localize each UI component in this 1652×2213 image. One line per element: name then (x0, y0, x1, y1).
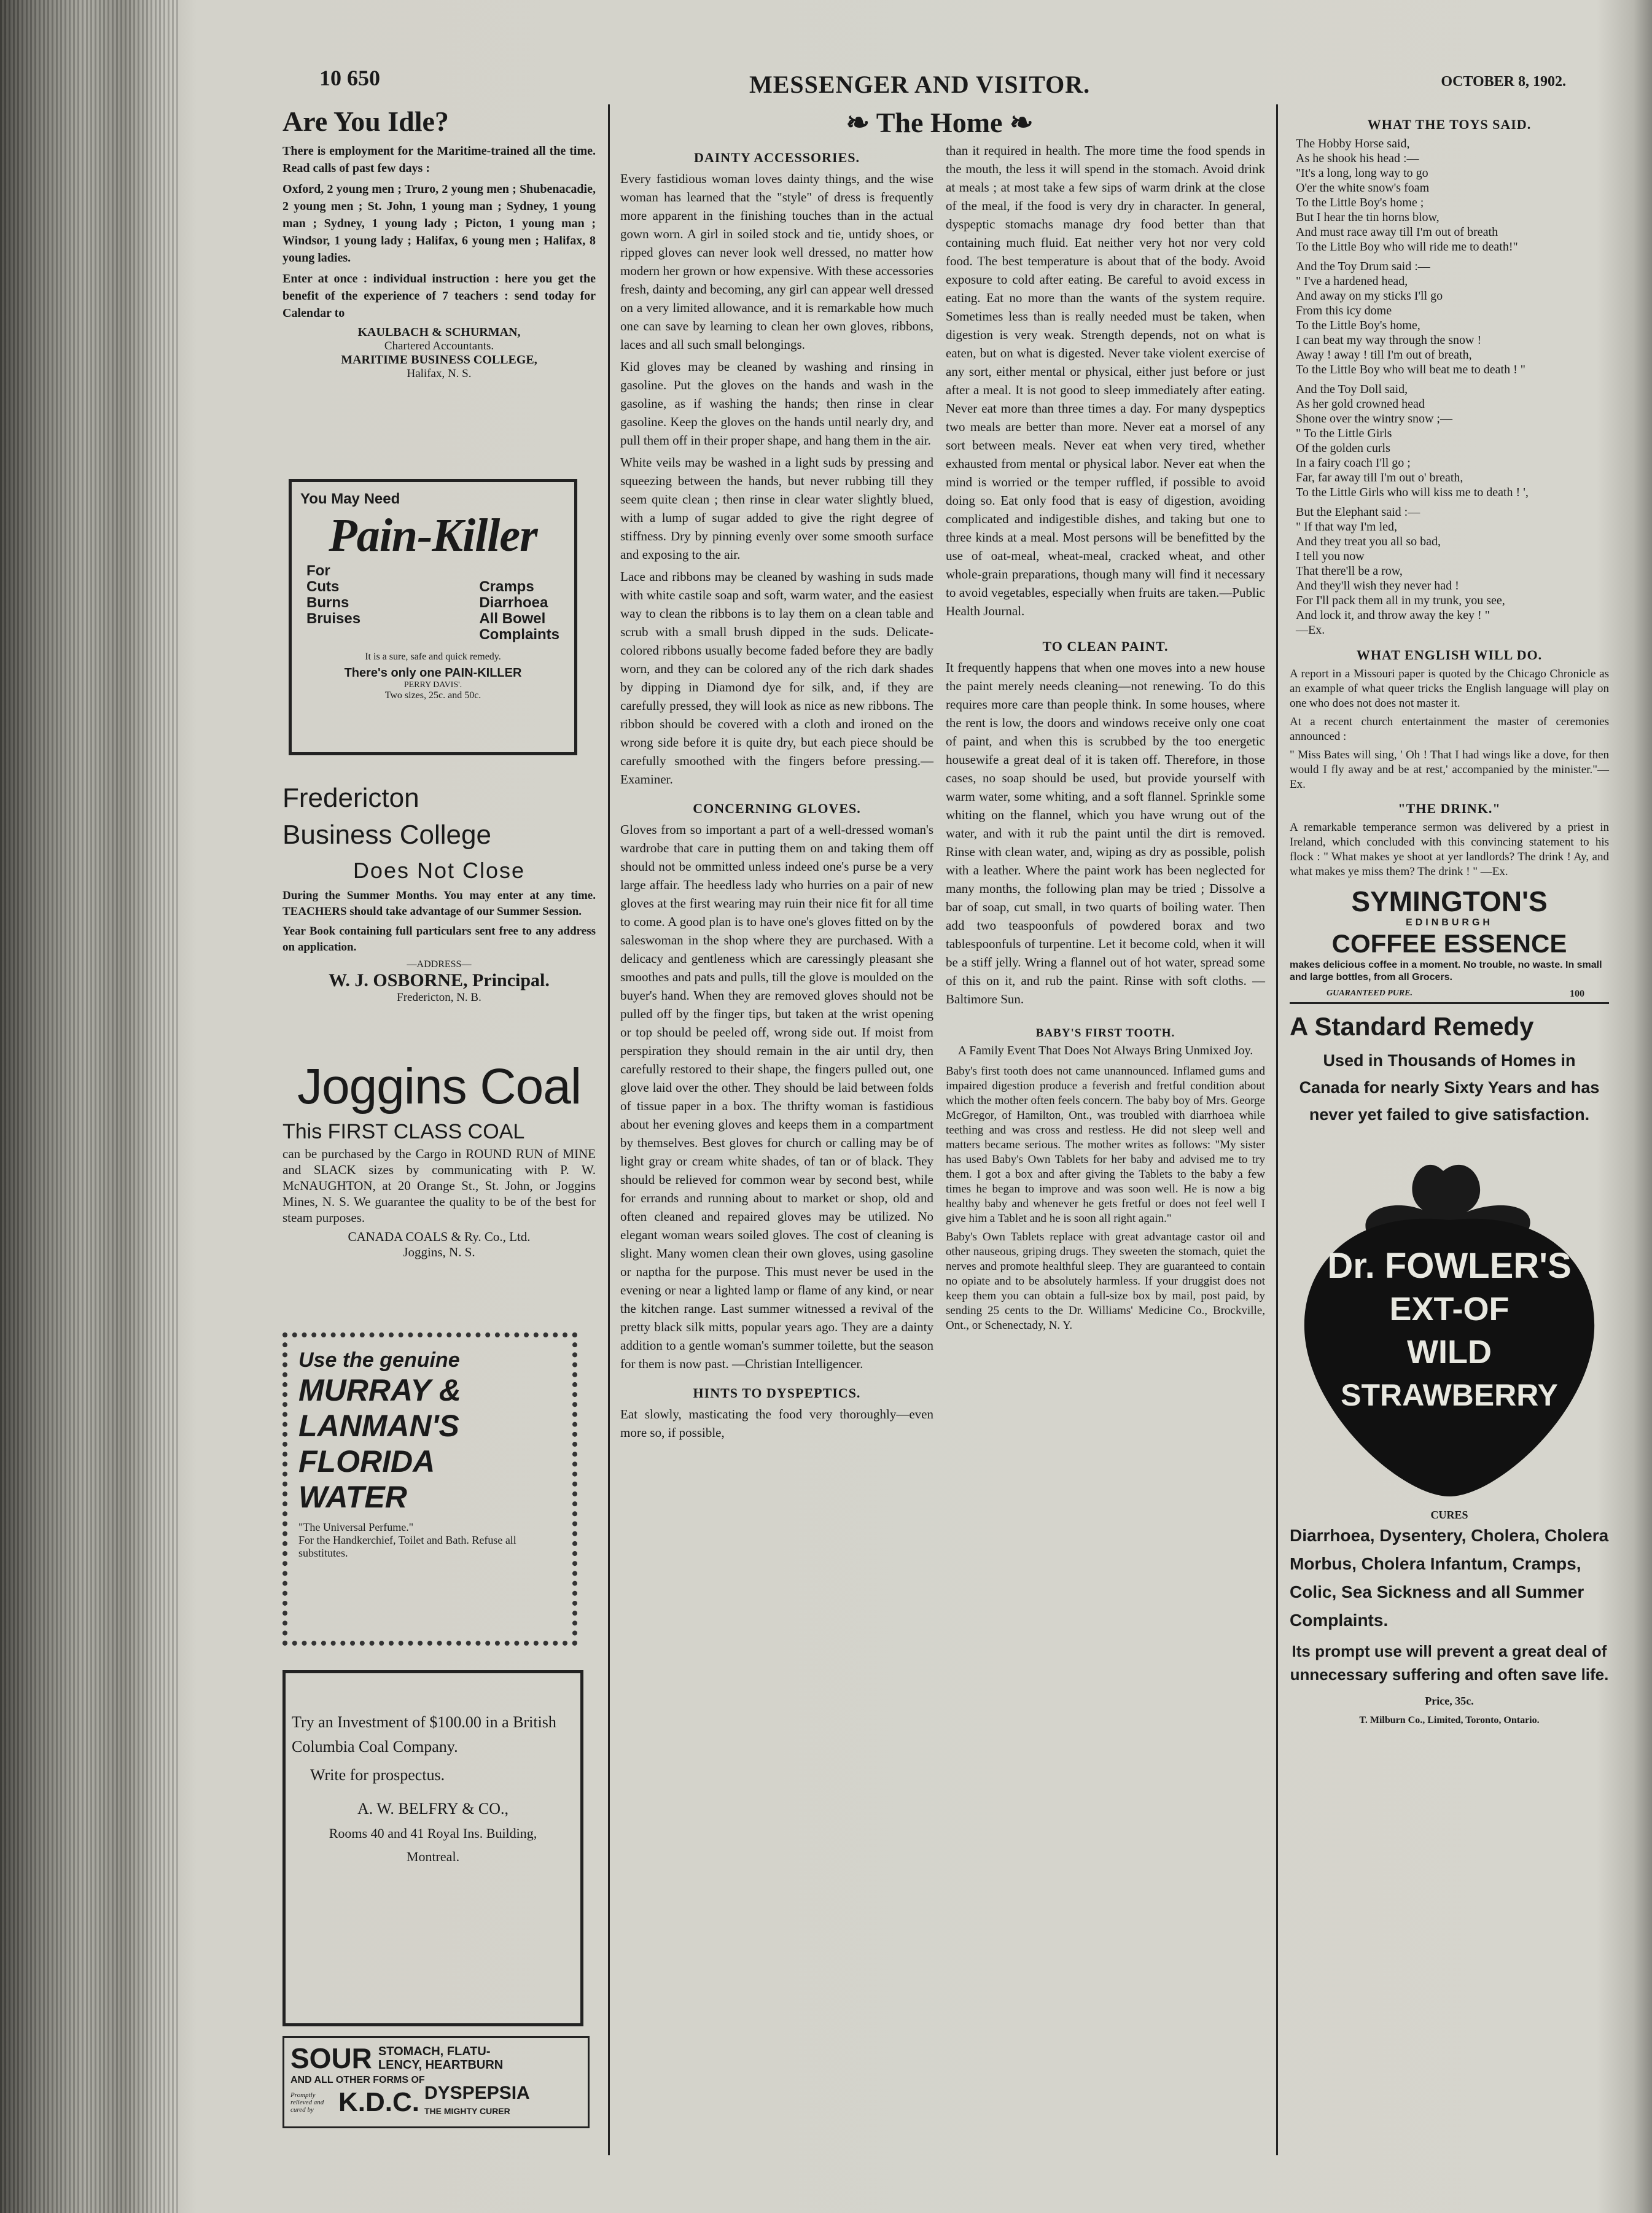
ad-others: AND ALL OTHER FORMS OF (290, 2075, 425, 2085)
poem-line: Far, far away till I'm out o' breath, (1296, 471, 1463, 484)
ad-left-item: Burns (306, 594, 349, 611)
ad-city: EDINBURGH (1406, 917, 1493, 928)
ad-relieved: Promptly relieved and cured by (290, 2091, 324, 2114)
ad-title: Joggins Coal (297, 1059, 582, 1114)
article-title: DAINTY ACCESSORIES. (693, 150, 860, 165)
poem-line: I can beat my way through the snow ! (1296, 333, 1482, 347)
poem-line: For I'll pack them all in my trunk, you see, (1296, 594, 1505, 607)
article-paragraph: Baby's Own Tablets replace with great advantage castor oil and other nauseous, griping drugs. They sweeten the stomach, quiet the nerves and promote healthful sleep. They are guaranteed to contain no opiate and to be absolutely harmless. If your druggist does not keep them you can obtain a full-size box by mail, post paid, by sending 25 cents to the Dr. Williams' Medicine Co., Brockville, Ont., or Schenectady, N. Y. (946, 1231, 1265, 1332)
ad-line-5: WATER (298, 1480, 407, 1514)
ad-calls: Oxford, 2 young men ; Truro, 2 young men ; Shubenacadie, 2 young men ; St. John, 1 young man ; Sydney, 1 young man ; Sydney, 1 young lady ; Picton, 1 young man ; Windsor, 1 young lady ; Halifax, 6 young men ; Halifax, 8 young ladies. (282, 182, 596, 265)
ad-place: Joggins, N. S. (403, 1245, 475, 1259)
poem-line: " I've a hardened head, (1296, 274, 1408, 288)
ad-sub: Used in Thousands of Homes in Canada for nearly Sixty Years and has never yet failed to give satisfaction. (1299, 1051, 1600, 1124)
berry-line-3: WILD (1407, 1334, 1492, 1371)
article-paragraph: than it required in health. The more time the food spends in the mouth, the less it will spend in the stomach. Avoid drink at meals ; at most take a few sips of warm drink at the close of the meal, if the food is very dry in character. In general, dyspeptic stomachs manage dry food better than that containing much fluid. Eat neither very hot nor very cold food. The best temperature is about that of the body. Avoid exposure to cold after eating. Be careful to avoid excess in eating. Eat no more than the wants of the system require. Sometimes less than is really needed must be taken, when digestion is very weak. Strength depends, not on what is eaten, but on what is digested. Never take violent exercise of any sort, either mental or physical, either just before or just after a meal. It is not good to sleep immediately after eating. Never eat more than three times a day. For many dyspeptics two meals are better than more. Never eat a morsel of any sort between meals. Never eat when very tired, whether exhausted from mental or physical labor. Never eat when the mind is worried or the temper ruffled, if possible to avoid doing so. Eat only food that is easy of digestion, avoiding complicated and indigestible dishes, and taking but one to three kinds at a meal. Most persons will be benefitted by the use of oat-meal, wheat-meal, cracked wheat, and other whole-grain preparations, though many will find it necessary to avoid vegetables, especially when fruits are taken.—Public Health Journal. (946, 143, 1265, 618)
ad-right-item: All Bowel (479, 610, 546, 627)
article-paragraph: A remarkable temperance sermon was delivered by a priest in Ireland, which concluded with this convincing statement to his flock : " What makes ye shoot at yer landlords? The drink ! Ay, and what makes ye miss them? The drink ! " —Ex. (1290, 821, 1609, 878)
poem-line: To the Little Boy who will ride me to death!" (1296, 240, 1518, 254)
article-paragraph: Baby's first tooth does not came unannounced. Inflamed gums and impaired digestion produce a feverish and fretful condition about which the mother often feels concern. The baby boy of Mrs. George McGregor, of Hamilton, Ont., was troubled with diarrhoea while teething and was cross and restless. He did not sleep well and matters became serious. The mother writes as follows: "My sister has used Baby's Own Tablets for her baby and advised me to try them. I got a box and after giving the Tablets to the baby a few times he began to improve and was soon well. He is now a big healthy baby and whenever he gets fretful or does not feel well I give him a Tablet and he is soon all right again." (946, 1065, 1265, 1225)
home-column-continued (946, 141, 1265, 1337)
ad-kdc (282, 2036, 590, 2128)
ad-fowler (1290, 1010, 1609, 1726)
ad-joggins (282, 1056, 596, 1332)
section-title (743, 104, 1136, 141)
ad-painkiller (289, 479, 577, 755)
ad-firm-sub: Chartered Accountants. (384, 340, 494, 352)
page-header (184, 37, 1615, 98)
article-title: HINTS TO DYSPEPTICS. (693, 1385, 861, 1401)
fleuron-icon: ❧ (846, 107, 876, 138)
poem-line: As her gold crowned head (1296, 397, 1425, 411)
ad-firm: A. W. BELFRY & CO., (357, 1800, 509, 1818)
ad-title-2: Business College (282, 820, 491, 850)
strawberry-label (1290, 1245, 1609, 1417)
poem-line: In a fairy coach I'll go ; (1296, 456, 1411, 470)
ad-address-label: —ADDRESS— (407, 959, 472, 970)
poem-line: "It's a long, long way to go (1296, 166, 1428, 180)
ad-right-item: Cramps (479, 578, 534, 595)
ad-symington (1290, 885, 1609, 1004)
article-title: CONCERNING GLOVES. (693, 801, 861, 816)
ad-line-4: FLORIDA (298, 1444, 435, 1479)
ad-curer: THE MIGHTY CURER (424, 2106, 510, 2116)
ad-only-one: There's only one PAIN-KILLER (344, 666, 522, 680)
poem-line: From this icy dome (1296, 304, 1392, 317)
poem-line: As he shook his head :— (1296, 152, 1419, 165)
ad-are-you-idle (282, 104, 596, 473)
ad-body: can be purchased by the Cargo in ROUND RUN of MINE and SLACK sizes by communicating with P. W. McNAUGHTON, at 20 Orange St., St. John, or Joggins Mines, N. S. We guarantee the quality to be of the best for steam purposes. (282, 1146, 596, 1225)
berry-line-2: EXT-OF (1389, 1291, 1510, 1328)
ad-right-item: Diarrhoea (479, 594, 548, 611)
ad-price: Price, 35c. (1425, 1695, 1474, 1707)
poem-line: " To the Little Girls (1296, 427, 1392, 440)
ad-uses: For the Handkerchief, Toilet and Bath. Refuse all substitutes. (298, 1534, 516, 1559)
article-paragraph: Eat slowly, masticating the food very thoroughly—even more so, if possible, (620, 1407, 933, 1440)
strawberry-icon (1290, 1134, 1609, 1503)
article-title: WHAT ENGLISH WILL DO. (1356, 647, 1543, 663)
article-paragraph: " Miss Bates will sing, ' Oh ! That I had wings like a dove, for then would I fly away and be at rest,' accompanied by the minister."—Ex. (1290, 749, 1609, 791)
ad-ailments-2: LENCY, HEARTBURN (378, 2058, 504, 2072)
poem-line: O'er the white snow's foam (1296, 181, 1430, 195)
poem-line: And the Toy Doll said, (1296, 383, 1408, 396)
ad-firm: KAULBACH & SCHURMAN, (357, 325, 521, 339)
book-spine (0, 0, 178, 2213)
ad-florida-water (282, 1332, 577, 1646)
ad-cures: CURES (1430, 1509, 1468, 1521)
issue-date: OCTOBER 8, 1902. (1441, 74, 1566, 90)
poem-line (1296, 500, 1609, 505)
article-title: TO CLEAN PAINT. (1042, 639, 1169, 654)
poem-line: " If that way I'm led, (1296, 520, 1398, 534)
ad-lead: This FIRST CLASS COAL (282, 1120, 525, 1143)
poem-line: And they treat you all so bad, (1296, 535, 1441, 548)
article-paragraph: Gloves from so important a part of a well-dressed woman's wardrobe that care in putting them on and taking them off should not be ommitted unless indeed one's purse be a very large affair. The heedless lady who hurries on a pair of new gloves at the first wearing may ruin their nice fit for all time to come. A good plan is to have one's gloves fitted on by the saleswoman in the shop where they are purchased. With a delicacy and gentleness which are caressingly pleasant she smoothes and pats and pulls, till the glove is moulded on the buyer's hand. When they are removed gloves should not be pulled off by the finger tips, but taken at the wrist opening or top should be peeled off, wrong side out. If moist from perspiration they should remain in the air until dry, then carefully restored to their shape, the fingers pulled out, one glove laid over the other. They should be laid between folds of tissue paper in a box. The thrifty woman is fastidious about her evening gloves and keeps them in a compartment by themselves. Best gloves for church or calling may be of light gray or cream white shades, of tan or of black. They should be relieved for common wear by second best, while for errands and running about to market or shop, old and often cleaned and repaired gloves may be utilized. No elegant woman wears soiled gloves. The cost of cleaning is slight. Many women clean their own gloves, using gasoline or naptha for the purpose. This must never be used in the evening or near a lighted lamp or flame of any kind, or near the kitchen range. Last summer witnessed a revival of the pretty black silk mitts, popular years ago. They are a dainty addition to a gentle woman's summer toilette, but the season for them is now past. —Christian Intelligencer. (620, 822, 933, 1371)
ad-line-2: Write for prospectus. (310, 1766, 445, 1784)
column-rule-1 (608, 104, 610, 2155)
ad-code: 100 (1570, 989, 1584, 999)
ad-left-item: Bruises (306, 610, 361, 627)
ad-right-item: Complaints (479, 626, 559, 643)
ad-left-item: Cuts (306, 578, 340, 595)
article-paragraph: White veils may be washed in a light suds by pressing and squeezing between the hands, but never rubbing till they seem quite clean ; then rinse in clear water slightly blued, with a lump of sugar added to give the right degree of stiffness. Dry by pinning evenly over some smooth surface and exposing to the air. (620, 455, 933, 562)
ad-ailments (378, 2045, 503, 2072)
poem-line: To the Little Girls who will kiss me to death ! ', (1296, 486, 1529, 499)
ad-place: Fredericton, N. B. (397, 991, 481, 1004)
ad-prompt: Its prompt use will prevent a great deal of unnecessary suffering and often save life. (1290, 1642, 1609, 1684)
poem-line: Of the golden curls (1296, 441, 1390, 455)
poem-line: But I hear the tin horns blow, (1296, 211, 1440, 224)
poem-line (1296, 377, 1609, 382)
poem-line: And they'll wish they never had ! (1296, 579, 1459, 593)
ad-left-list (306, 563, 360, 643)
berry-line-4: STRAWBERRY (1341, 1378, 1558, 1412)
poem-line: And away on my sticks I'll go (1296, 289, 1443, 303)
page-number: 10 650 (319, 66, 380, 90)
ad-remedy: It is a sure, safe and quick remedy. (365, 651, 501, 662)
poem-line: The Hobby Horse said, (1296, 137, 1410, 150)
ad-ailments: Diarrhoea, Dysentery, Cholera, Cholera Morbus, Cholera Infantum, Cramps, Colic, Sea Sickness and all Summer Complaints. (1290, 1526, 1609, 1630)
poem-line: And lock it, and throw away the key ! " (1296, 609, 1490, 622)
article-title: BABY'S FIRST TOOTH. (1035, 1027, 1175, 1040)
masthead-title: MESSENGER AND VISITOR. (749, 71, 1091, 98)
poem-line (1296, 254, 1609, 259)
column-four (1290, 117, 1609, 1726)
ad-ailments-1: STOMACH, FLATU- (378, 2045, 491, 2058)
column-rule-2 (1276, 104, 1278, 2155)
ad-brand: K.D.C. (338, 2087, 419, 2117)
ad-lists (300, 563, 566, 643)
article-subtitle: A Family Event That Does Not Always Bring Unmixed Joy. (957, 1044, 1253, 1057)
ad-address: Rooms 40 and 41 Royal Ins. Building, (329, 1826, 537, 1841)
ad-body: makes delicious coffee in a moment. No trouble, no waste. In small and large bottles, from all Grocers. (1290, 960, 1602, 982)
article-paragraph: It frequently happens that when one moves into a new house the paint merely needs cleaning—not renewing. To do this requires more care than people think. In some houses, where the rent is low, the doors and windows receive only one coat of paint, and when this is scrubbed by the too energetic housewife a great deal of it is taken off. Therefore, in those cases, no soap should be used, but provide yourself with warm water, some whiting, and a soft flannel. Sprinkle some whiting on the flannel, which you have wrung out of the water, and with it rub the paint until the dirt is removed. Rinse with clean water, and, wiping as dry as possible, polish with a leather. Where the paint work has been neglected for many months, the following plan may be tried ; Dissolve a bar of soap, cut small, in two quarts of boiling water. Then add two teaspoonfuls of powdered borax and two tablespoonfuls of turpentine. Let it become cold, when it will be a stiff jelly. Wring a flannel out of hot water, spread some of this on it, and rub the paint. Rinse with soft cloths. —Baltimore Sun. (946, 660, 1265, 1006)
article-paragraph: Every fastidious woman loves dainty things, and the wise woman has learned that the "style" of dress is frequently more apparent in the finishing touches than in the actual gown worn. A girl in soiled stock and tie, untidy shoes, or ripped gloves can never look well dressed, no matter how modern her grown or how expensive. With these accessories fresh, dainty and becoming, any girl can appear well dressed on a very limited allowance, and it is remarkable how much one can save by learning to clean her own gloves, ribbons, laces and all such small belongings. (620, 171, 933, 352)
poem-line: And the Toy Drum said :— (1296, 260, 1430, 273)
poem-line: But the Elephant said :— (1296, 505, 1420, 519)
article-title: "THE DRINK." (1398, 801, 1501, 816)
ad-footer (1290, 984, 1609, 1000)
ad-enter: Enter at once : individual instruction : here you get the benefit of the experience of 7 teachers : send today for Calendar to (282, 272, 596, 320)
poem-title: WHAT THE TOYS SAID. (1367, 117, 1532, 132)
ad-principal: W. J. OSBORNE, Principal. (329, 970, 550, 990)
poem-line: Shone over the wintry snow ;— (1296, 412, 1452, 426)
poem-line: I tell you now (1296, 550, 1365, 563)
ad-kdc-top (290, 2042, 582, 2075)
newspaper-page (184, 37, 1615, 2186)
ad-dyspepsia: DYSPEPSIA (424, 2083, 530, 2103)
ad-fredericton (282, 780, 596, 1056)
ads-column (282, 104, 596, 2128)
poem-line: To the Little Boy's home, (1296, 319, 1420, 332)
berry-line-1: Dr. FOWLER'S (1327, 1246, 1572, 1286)
ad-left-item: For (306, 562, 330, 579)
poem-line: And must race away till I'm out of breath (1296, 225, 1498, 239)
ad-company: CANADA COALS & Ry. Co., Ltd. (348, 1229, 531, 1244)
ad-line-2: MURRAY & (298, 1373, 461, 1407)
ad-sizes: Two sizes, 25c. and 50c. (384, 690, 481, 701)
poem-body (1290, 136, 1609, 637)
ad-city: Montreal. (406, 1849, 460, 1864)
ad-intro: You May Need (300, 491, 400, 507)
section-title-text: The Home (876, 107, 1003, 138)
ad-sour: SOUR (290, 2042, 372, 2074)
ad-product: COFFEE ESSENCE (1331, 929, 1567, 958)
article-paragraph: At a recent church entertainment the master of ceremonies announced : (1290, 715, 1609, 743)
ad-brand: SYMINGTON'S (1351, 885, 1548, 917)
ad-maker: PERRY DAVIS'. (403, 680, 462, 690)
fleuron-icon: ❧ (1002, 107, 1034, 138)
ad-dyspepsia-block (424, 2083, 530, 2119)
ad-maker: T. Milburn Co., Limited, Toronto, Ontario. (1359, 1715, 1540, 1725)
ad-belfry (282, 1670, 583, 2026)
ad-tag: "The Universal Perfume." (298, 1521, 414, 1533)
ad-subtitle: Does Not Close (353, 858, 526, 883)
ad-right-list (479, 563, 559, 643)
article-paragraph: Lace and ribbons may be cleaned by washing in suds made with white castile soap and soft, warm water, and the easiest way to clean the ribbons is to lay them on a clean table and scrub with a small brush dipped in the suds. Delicate-colored ribbons usually become faded before they are badly worn, and they can be colored any of the rich dark shades by dipping in Diamond dye for silk, and, if they are carefully pressed, they will look as nice as new ribbons. The ribbon should be covered with a cloth and ironed on the wrong side before it is quite dry, but each piece should be carefully smoothed with the fingers before pressing.—Examiner. (620, 569, 933, 787)
ad-yearbook: Year Book containing full particulars sent free to any address on application. (282, 925, 596, 954)
ad-kdc-bottom (290, 2083, 582, 2119)
ad-brand: Pain-Killer (329, 510, 537, 561)
poem-line: —Ex. (1296, 623, 1325, 637)
ad-title: Are You Idle? (282, 106, 449, 137)
ad-body: There is employment for the Maritime-trained all the time. Read calls of past few days : (282, 144, 596, 175)
home-column (620, 104, 1034, 1445)
ad-body: During the Summer Months. You may enter at any time. TEACHERS should take advantage of our Summer Session. (282, 889, 596, 918)
poem-line: To the Little Boy's home ; (1296, 196, 1424, 209)
poem-line: That there'll be a row, (1296, 564, 1403, 578)
ad-line-1: Use the genuine (298, 1348, 460, 1372)
ad-guaranteed: GUARANTEED PURE. (1327, 989, 1413, 998)
article-paragraph: Kid gloves may be cleaned by washing and rinsing in gasoline. Put the gloves on the hands and wash in the gasoline, as if washing the hands; then rinse in clear gasoline. Keep the gloves on the hands until nearly dry, and pull them off in their proper shape, and hang them in the air. (620, 359, 933, 448)
ad-line-3: LANMAN'S (298, 1409, 459, 1443)
poem-line: To the Little Boy who will beat me to death ! " (1296, 363, 1525, 376)
poem-line: Away ! away ! till I'm out of breath, (1296, 348, 1472, 362)
ad-line-1: Try an Investment of $100.00 in a British Columbia Coal Company. (292, 1713, 556, 1756)
ad-title-1: Fredericton (282, 783, 419, 813)
ad-place: Halifax, N. S. (407, 367, 472, 380)
ad-headline: A Standard Remedy (1290, 1012, 1534, 1041)
ad-college: MARITIME BUSINESS COLLEGE, (341, 353, 537, 367)
article-paragraph: A report in a Missouri paper is quoted by the Chicago Chronicle as an example of what queer tricks the English language will play on one who does not does not master it. (1290, 667, 1609, 710)
